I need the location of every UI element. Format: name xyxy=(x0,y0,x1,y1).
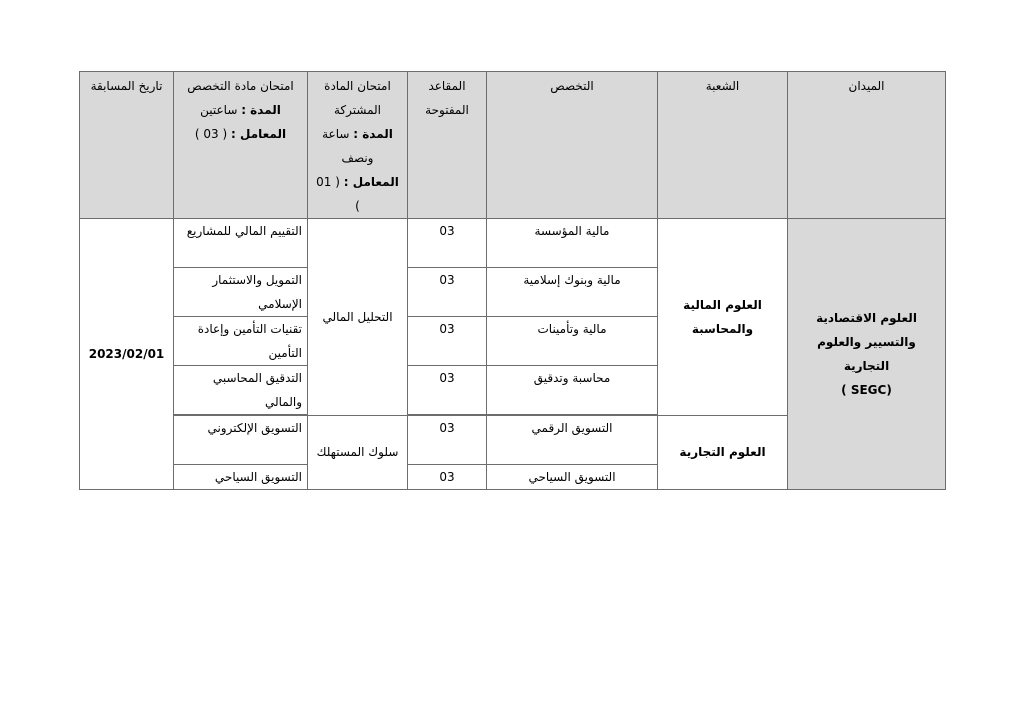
specialty-exam-cell: التسويق الإلكتروني xyxy=(174,415,308,465)
competition-table xyxy=(79,71,946,490)
header-date xyxy=(80,72,174,219)
specialty-exam-duration-value: ساعتين xyxy=(200,103,238,117)
seats-cell: 03 xyxy=(408,317,487,366)
header-field-label: الميدان xyxy=(848,79,885,93)
common-exam-duration-value: ساعة ونصف xyxy=(322,127,374,165)
specialty-exam-title: امتحان مادة التخصص xyxy=(187,79,294,93)
header-date-label: تاريخ المسابقة xyxy=(90,79,163,93)
field-cell xyxy=(788,219,946,490)
specialty-cell: مالية وبنوك إسلامية xyxy=(487,268,658,317)
header-common-exam xyxy=(308,72,408,219)
common-exam-cell: التحليل المالي xyxy=(308,219,408,416)
header-seats-label: المقاعد المفتوحة xyxy=(425,79,469,117)
table-row xyxy=(80,219,946,268)
header-specialty-label: التخصص xyxy=(550,79,594,93)
branch-cell: العلوم المالية والمحاسبة xyxy=(658,219,788,416)
specialty-cell: مالية المؤسسة xyxy=(487,219,658,268)
seats-cell: 03 xyxy=(408,415,487,465)
specialty-exam-duration-label: المدة : xyxy=(241,103,281,117)
header-field xyxy=(788,72,946,219)
common-exam-coef-label: المعامل : xyxy=(343,175,399,189)
header-specialty xyxy=(487,72,658,219)
specialty-exam-coef-label: المعامل : xyxy=(231,127,287,141)
field-name: العلوم الاقتصادية والتسيير والعلوم التجارية xyxy=(816,311,917,373)
specialty-cell: محاسبة وتدقيق xyxy=(487,366,658,416)
specialty-exam-cell: التدقيق المحاسبي والمالي xyxy=(174,366,308,416)
specialty-cell: مالية وتأمينات xyxy=(487,317,658,366)
header-branch-label: الشعبة xyxy=(705,79,740,93)
common-exam-title: امتحان المادة المشتركة xyxy=(324,79,391,117)
date-cell: 2023/02/01 xyxy=(80,219,174,490)
header-seats xyxy=(408,72,487,219)
seats-cell: 03 xyxy=(408,219,487,268)
specialty-cell: التسويق الرقمي xyxy=(487,415,658,465)
common-exam-coef-value: ( 01 ) xyxy=(316,175,360,213)
specialty-exam-cell: التقييم المالي للمشاريع xyxy=(174,219,308,268)
specialty-cell: التسويق السياحي xyxy=(487,465,658,490)
header-branch xyxy=(658,72,788,219)
specialty-exam-coef-value: ( 03 ) xyxy=(194,127,228,141)
seats-cell: 03 xyxy=(408,465,487,490)
header-specialty-exam xyxy=(174,72,308,219)
field-code: ( SEGC) xyxy=(841,383,892,397)
seats-cell: 03 xyxy=(408,366,487,416)
branch-cell: العلوم التجارية xyxy=(658,415,788,490)
specialty-exam-cell: تقنيات التأمين وإعادة التأمين xyxy=(174,317,308,366)
header-row xyxy=(80,72,946,219)
specialty-exam-cell: التمويل والاستثمار الإسلامي xyxy=(174,268,308,317)
specialty-exam-cell: التسويق السياحي xyxy=(174,465,308,490)
common-exam-cell: سلوك المستهلك xyxy=(308,415,408,490)
common-exam-duration-label: المدة : xyxy=(353,127,393,141)
seats-cell: 03 xyxy=(408,268,487,317)
